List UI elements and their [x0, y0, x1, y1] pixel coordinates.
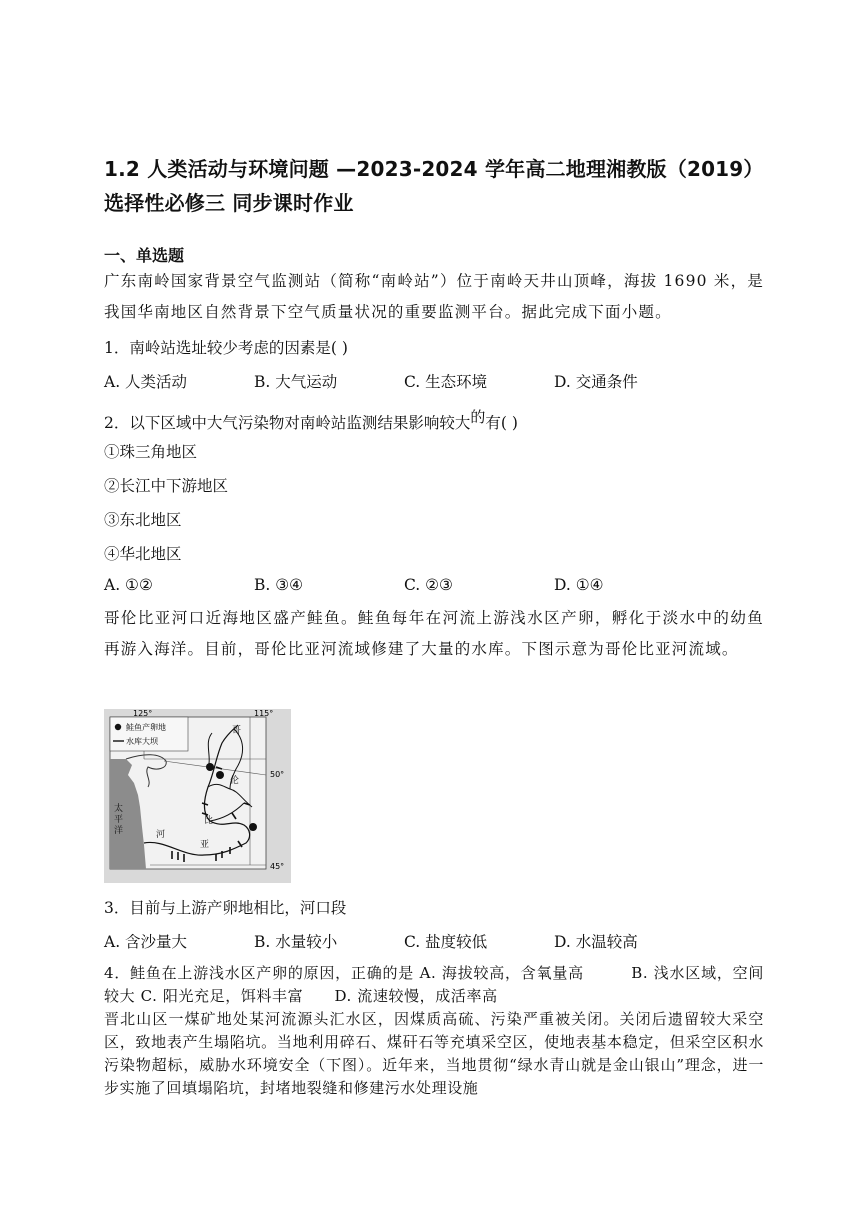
section-heading: 一、单选题 [104, 246, 185, 265]
passage-nanling: 广东南岭国家背景空气监测站（简称“南岭站”）位于南岭天井山顶峰，海拔 1690 米，是我国华南地区自然背景下空气质量状况的重要监测平台。据此完成下面小题。 [104, 272, 764, 321]
legend-spawn-symbol [115, 724, 121, 730]
question-3-options [104, 930, 764, 954]
question-2-stem-main: 2．以下区域中大气污染物对南岭站监测结果影响较大 [104, 414, 471, 432]
passage-columbia: 哥伦比亚河口近海地区盛产鲑鱼。鲑鱼每年在河流上游浅水区产卵，孵化于淡水中的幼鱼再游入海洋。目前，哥伦比亚河流域修建了大量的水库。下图示意为哥伦比亚河流域。 [104, 609, 764, 658]
river-char: 伦 [230, 776, 240, 786]
passage-coal-mine: 晋北山区一煤矿地处某河流源头汇水区，因煤质高硫、污染严重被关闭。关闭后遗留较大采空区，致地表产生塌陷坑。当地利用碎石、煤矸石等充填采空区，使地表基本稳定，但采空区积水污染物超标，威胁水环境安全（下图）。近年来，当地贯彻“绿水青山就是金山银山”理念，进一步实施了回填塌陷坑，封堵地裂缝和修建污水处理设施 [104, 1010, 764, 1097]
ocean-char: 洋 [114, 826, 124, 836]
legend-spawn-label: 鲑鱼产卵地 [126, 723, 166, 732]
spawning-ground [216, 771, 224, 779]
question-1-stem: 1．南岭站选址较少考虑的因素是( ) [104, 339, 348, 357]
river-char: 亚 [200, 840, 210, 850]
option-b: B. ③④ [254, 576, 304, 594]
question-2-item-1: ①珠三角地区 [104, 443, 198, 461]
longitude-label-west: 125° [133, 709, 153, 718]
river-char: 比 [204, 816, 214, 826]
river-char: 河 [156, 830, 166, 840]
question-3-stem: 3．目前与上游产卵地相比，河口段 [104, 899, 347, 917]
legend-dam-label: 水库大坝 [126, 737, 158, 746]
option-a: A. 含沙量大 [104, 933, 188, 951]
ocean-char: 平 [114, 815, 124, 825]
question-2-stem-end: 有( ) [485, 414, 518, 432]
option-c: C. 生态环境 [404, 373, 488, 391]
option-c: C. 盐度较低 [404, 933, 488, 951]
question-1-options [104, 370, 764, 394]
question-2-stem-sup: 的 [470, 408, 486, 426]
ocean-char: 太 [114, 804, 124, 814]
longitude-label-east: 115° [254, 709, 274, 718]
question-2-item-2: ②长江中下游地区 [104, 477, 229, 495]
ocean-label [114, 802, 123, 836]
spawning-ground [206, 763, 214, 771]
option-d: D. 交通条件 [554, 373, 638, 391]
question-2-options [104, 576, 764, 600]
option-d: D. 水温较高 [554, 933, 638, 951]
latitude-label-north: 50° [270, 770, 285, 779]
columbia-river-map [104, 709, 291, 883]
question-4: 4．鲑鱼在上游浅水区产卵的原因，正确的是 A. 海拔较高，含氧量高 B. 浅水区域，空间较大 C. 阳光充足，饵料丰富 D. 流速较慢，成活率高 [104, 964, 764, 1005]
river-char: 哥 [232, 726, 242, 736]
option-c: C. ②③ [404, 576, 453, 594]
option-a: A. ①② [104, 576, 153, 594]
option-b: B. 大气运动 [254, 373, 338, 391]
question-2-item-4: ④华北地区 [104, 545, 182, 563]
spawning-ground [249, 823, 257, 831]
option-a: A. 人类活动 [104, 373, 188, 391]
latitude-label-south: 45° [270, 862, 285, 871]
option-d: D. ①④ [554, 576, 604, 594]
question-2-item-3: ③东北地区 [104, 511, 182, 529]
option-b: B. 水量较小 [254, 933, 338, 951]
document-title: 1.2 人类活动与环境问题 —2023-2024 学年高二地理湘教版（2019）选择性必修三 同步课时作业 [104, 157, 764, 215]
question-2-stem [104, 406, 518, 433]
